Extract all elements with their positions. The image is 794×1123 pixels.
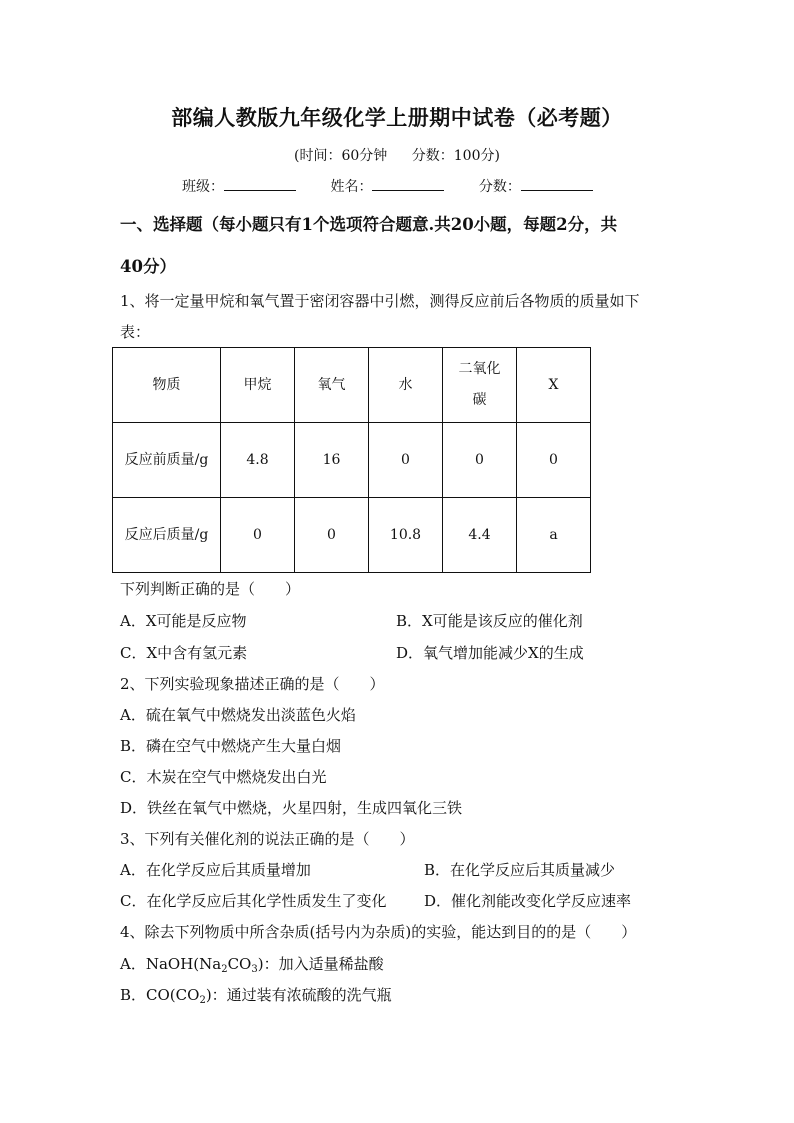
- q4-a-text: A．NaOH(Na: [120, 955, 222, 973]
- q4-b-text: B．CO(CO: [120, 986, 200, 1004]
- table-cell-text: 二氧化碳: [458, 361, 501, 408]
- table-cell-text: 反应后质量/g: [124, 526, 209, 543]
- table-cell: 物质: [113, 348, 221, 423]
- q4-b-text-end: )：通过装有浓硫酸的洗气瓶: [205, 986, 392, 1004]
- exam-score: 分数：100分): [411, 148, 500, 164]
- name-blank: [372, 176, 444, 191]
- class-label: 班级：: [182, 179, 224, 195]
- q3-option-c: C．在化学反应后其化学性质发生了变化: [120, 892, 387, 910]
- table-cell-text: 水: [398, 376, 413, 393]
- q2-option-a: A．硫在氧气中燃烧发出淡蓝色火焰: [120, 706, 356, 724]
- q3-option-b: B．在化学反应后其质量减少: [424, 861, 616, 879]
- table-cell: 甲烷: [221, 348, 295, 423]
- table-cell: X: [517, 348, 591, 423]
- q2-option-c: C．木炭在空气中燃烧发出白光: [120, 768, 327, 786]
- q3-option-a: A．在化学反应后其质量增加: [120, 861, 311, 879]
- q4-a-text-end: )：加入适量稀盐酸: [257, 955, 384, 973]
- table-row: [113, 423, 591, 498]
- q1-option-b: B．X可能是该反应的催化剂: [396, 612, 583, 630]
- q2-option-d: D．铁丝在氧气中燃烧，火星四射，生成四氧化三铁: [120, 799, 463, 817]
- table-cell: 0: [517, 423, 591, 498]
- mass-table: [112, 347, 591, 573]
- q3-stem: 3、下列有关催化剂的说法正确的是（ ）: [120, 830, 415, 848]
- q2-option-b: B．磷在空气中燃烧产生大量白烟: [120, 737, 342, 755]
- table-cell-text: 反应前质量/g: [124, 451, 209, 468]
- q1-option-c: C．X中含有氢元素: [120, 644, 248, 662]
- points-blank: [521, 176, 593, 191]
- table-cell: [113, 423, 221, 498]
- q4-stem: 4、除去下列物质中所含杂质(括号内为杂质)的实验，能达到目的的是（ ）: [120, 923, 637, 941]
- section-heading-line2: 40分）: [120, 257, 176, 276]
- points-label: 分数：: [478, 179, 521, 195]
- table-cell: 0: [221, 498, 295, 573]
- section-heading-line1: 一、选择题（每小题只有1个选项符合题意.共20小题，每题2分，共: [120, 215, 618, 234]
- q1-option-a: A．X可能是反应物: [120, 612, 247, 630]
- q4-a-sub2: 3: [251, 964, 258, 975]
- exam-time: (时间：60分钟: [294, 148, 388, 164]
- table-cell: 0: [369, 423, 443, 498]
- q4-option-b: [120, 984, 392, 1006]
- table-cell: [443, 348, 517, 423]
- table-row: [113, 498, 591, 573]
- q4-option-a: [120, 953, 384, 975]
- table-cell: 0: [443, 423, 517, 498]
- class-blank: [224, 176, 296, 191]
- q3-option-d: D．催化剂能改变化学反应速率: [424, 892, 632, 910]
- q4-a-text-mid: CO: [227, 955, 252, 973]
- q1-stem-line2: 表：: [120, 323, 151, 341]
- q1-stem-line1: 1、将一定量甲烷和氧气置于密闭容器中引燃，测得反应前后各物质的质量如下: [120, 292, 640, 310]
- student-info-row: [182, 176, 623, 196]
- q4-b-sub: 2: [199, 995, 206, 1006]
- page-title: 部编人教版九年级化学上册期中试卷（必考题）: [171, 105, 623, 130]
- q1-prompt: 下列判断正确的是（ ）: [120, 580, 301, 598]
- table-cell: 氧气: [295, 348, 369, 423]
- table-cell: [369, 348, 443, 423]
- name-label: 姓名：: [330, 179, 373, 195]
- table-cell: a: [517, 498, 591, 573]
- exam-meta: [0, 145, 794, 165]
- table-cell: 4.8: [221, 423, 295, 498]
- table-header-row: [113, 348, 591, 423]
- table-cell: [113, 498, 221, 573]
- q2-stem: 2、下列实验现象描述正确的是（ ）: [120, 675, 385, 693]
- table-cell: 0: [295, 498, 369, 573]
- table-cell: 10.8: [369, 498, 443, 573]
- q4-a-sub1: 2: [221, 964, 228, 975]
- q1-option-d: D．氧气增加能减少X的生成: [396, 644, 584, 662]
- table-cell: 16: [295, 423, 369, 498]
- table-cell: 4.4: [443, 498, 517, 573]
